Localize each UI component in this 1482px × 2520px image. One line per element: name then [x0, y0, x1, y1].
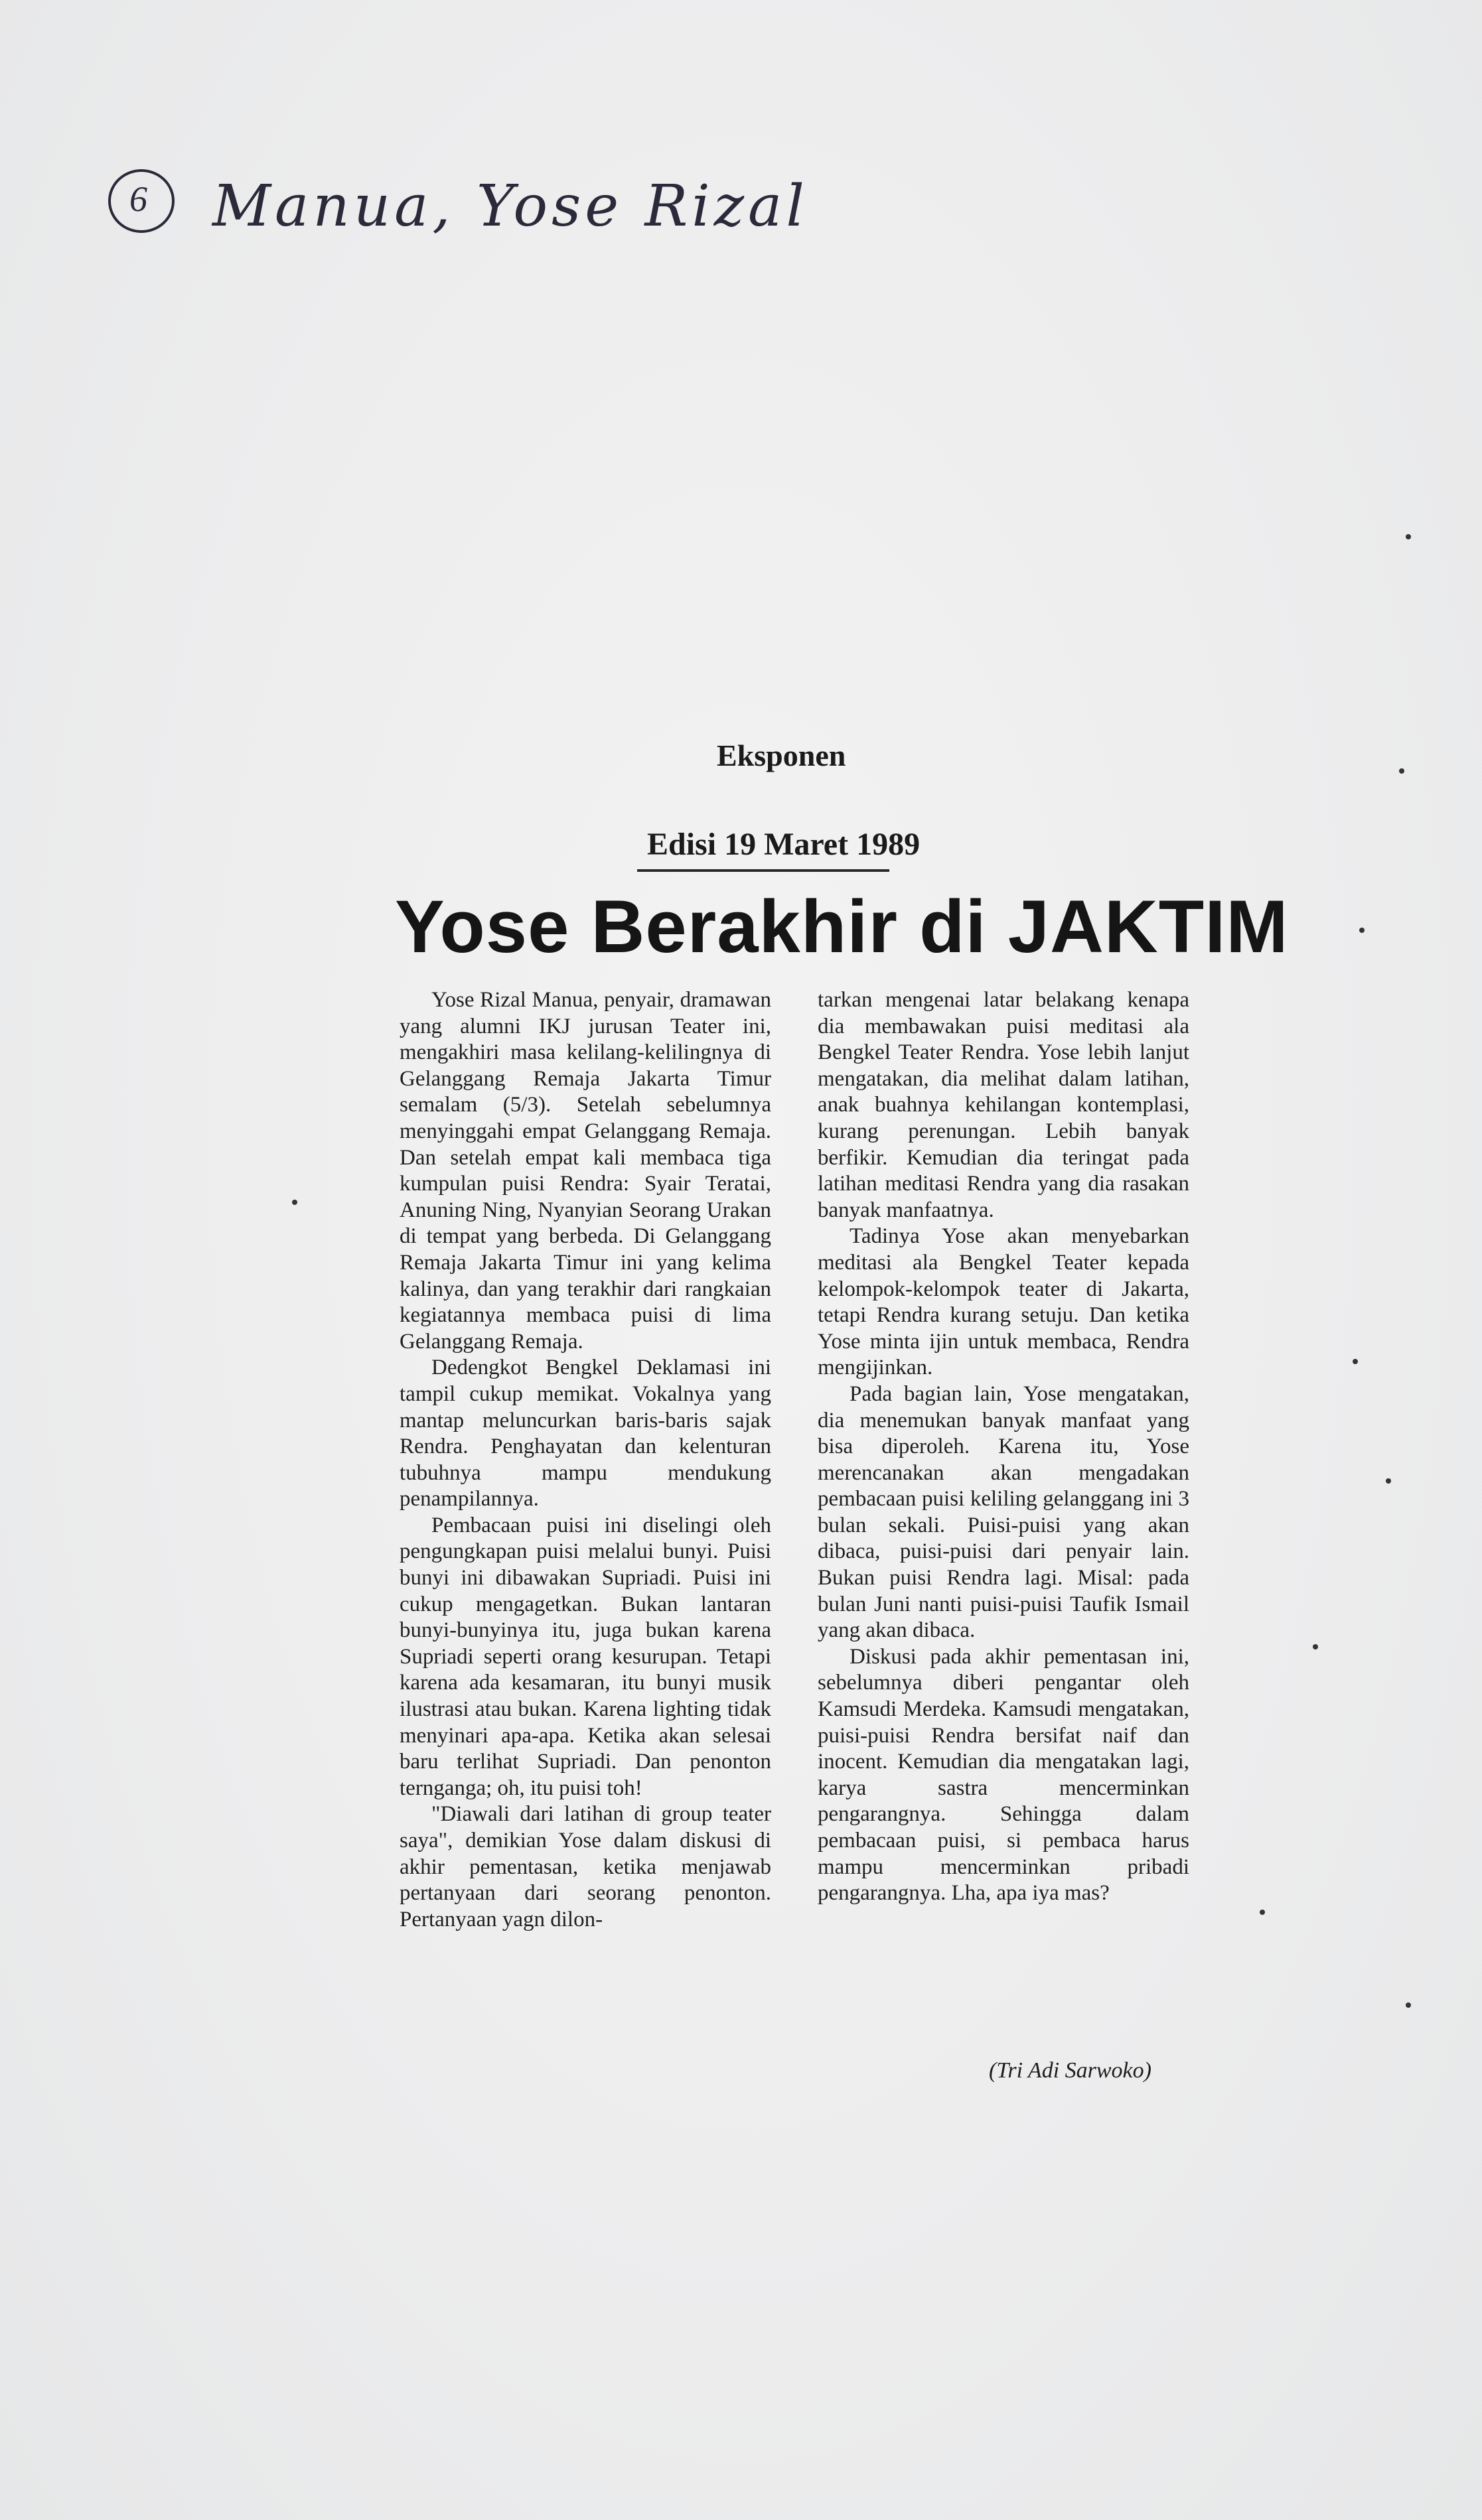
paragraph: tarkan mengenai latar belakang kenapa dia membawakan puisi meditasi ala Bengkel Teater Rendra. Yose lebih lanjut mengatakan, dia melihat dalam latihan, anak buahnya kehilangan kontemplasi, kurang perenungan. Lebih banyak berfikir. Kemudian dia teringat pada latihan meditasi Rendra yang dia rasakan banyak manfaatnya. [818, 988, 1189, 1222]
edition-underline [637, 869, 889, 872]
paragraph: "Diawali dari latihan di group teater saya", demikian Yose dalam diskusi di akhir pementasan, ketika menjawab pertanyaan dari seorang penonton. Pertanyaan yagn dilon- [400, 1802, 771, 1931]
paragraph: Pembacaan puisi ini diselingi oleh pengungkapan puisi melalui bunyi. Puisi bunyi ini dibawakan Supriadi. Puisi ini cukup mengagetkan. Bukan lantaran bunyi-bunyinya itu, juga bukan karena Supriadi seperti orang kesurupan. Tetapi karena ada kesamaran, itu bunyi musik ilustrasi atau bukan. Karena lighting tidak menyinari apa-apa. Ketika akan selesai baru terlihat Supriadi. Dan penonton ternganga; oh, itu puisi toh! [400, 1513, 771, 1800]
handwritten-name: Manua, Yose Rizal [212, 173, 808, 240]
scan-speck [1386, 1478, 1391, 1484]
scan-speck [1313, 1644, 1318, 1649]
paragraph: Diskusi pada akhir pementasan ini, sebelumnya diberi pengantar oleh Kamsudi Merdeka. Kamsudi mengatakan, puisi-puisi Rendra bersifat naif dan inocent. Kemudian dia mengatakan lagi, karya sastra mencerminkan pengarangnya. Sehingga dalam pembacaan puisi, si pembaca harus mampu mencerminkan pribadi pengarangnya. Lha, apa iya mas? [818, 1644, 1189, 1906]
paragraph: Yose Rizal Manua, penyair, dramawan yang alumni IKJ jurusan Teater ini, mengakhiri masa kelilang-kelilingnya di Gelanggang Remaja Jakarta Timur semalam (5/3). Setelah sebelumnya menyinggahi empat Gelanggang Remaja. Dan setelah empat kali membaca tiga kumpulan puisi Rendra: Syair Teratai, Anuning Ning, Nyanyian Seorang Urakan di tempat yang berbeda. Di Gelanggang Remaja Jakarta Timur ini yang kelima kalinya, dan yang terakhir dari rangkaian kegiatannya membaca puisi di lima Gelanggang Remaja. [400, 988, 771, 1354]
paragraph: Dedengkot Bengkel Deklamasi ini tampil cukup memikat. Vokalnya yang mantap meluncurkan baris-baris sajak Rendra. Penghayatan dan kelenturan tubuhnya mampu mendukung penampilannya. [400, 1356, 771, 1511]
scan-speck [1406, 2002, 1411, 2008]
scan-speck [1353, 1359, 1358, 1364]
handwritten-number: 6 [129, 179, 147, 219]
paragraph: Tadinya Yose akan menyebarkan meditasi ala Bengkel Teater kepada kelompok-kelompok teater di Jakarta, tetapi Rendra kurang setuju. Dan ketika Yose minta ijin untuk membaca, Rendra mengijinkan. [818, 1224, 1189, 1380]
edition-date: Edisi 19 Maret 1989 [647, 827, 921, 862]
section-label: Eksponen [717, 738, 846, 772]
scan-speck [292, 1200, 297, 1205]
scan-speck [1406, 534, 1411, 539]
paragraph: Pada bagian lain, Yose mengatakan, dia menemukan banyak manfaat yang bisa diperoleh. Karena itu, Yose merencanakan akan mengadakan pembacaan puisi keliling gelanggang ini 3 bulan sekali. Puisi-puisi yang akan dibaca, puisi-puisi dari penyair lain. Bukan puisi Rendra lagi. Misal: pada bulan Juni nanti puisi-puisi Taufik Ismail yang akan dibaca. [818, 1381, 1189, 1643]
scan-speck [1399, 768, 1404, 774]
scan-speck [1359, 928, 1365, 933]
article-column-left [400, 987, 771, 1933]
byline: (Tri Adi Sarwoko) [989, 2058, 1151, 2083]
article-column-right [818, 987, 1189, 1907]
headline: Yose Berakhir di JAKTIM [395, 885, 1289, 968]
scan-speck [1260, 1910, 1265, 1915]
handwritten-note [103, 149, 808, 262]
